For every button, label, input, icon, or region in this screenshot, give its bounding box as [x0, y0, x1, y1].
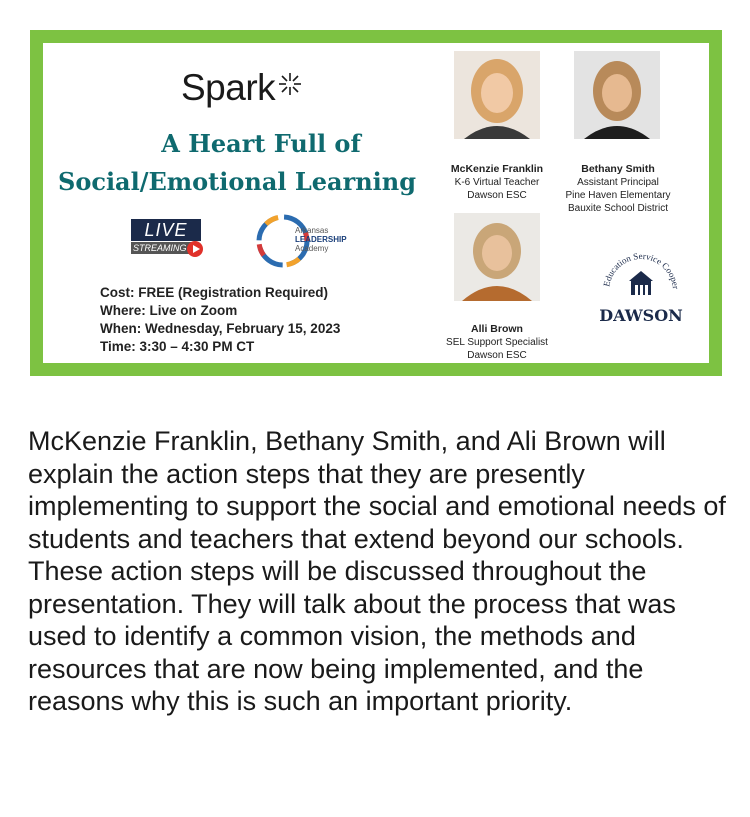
- arkansas-leadership-academy-logo: [255, 213, 365, 269]
- live-streaming-badge: [131, 219, 213, 265]
- presenter-name: Alli Brown: [471, 323, 523, 335]
- dawson-logo-graphic: [591, 243, 691, 333]
- ala-line1: Arkansas: [295, 226, 329, 235]
- presenter-org: Pine Haven Elementary: [565, 190, 671, 201]
- dawson-arc-text: Education Service Cooper: [601, 250, 681, 290]
- presenter-caption-alli: [422, 323, 572, 362]
- presenter-role: Assistant Principal: [577, 177, 659, 188]
- event-title-line2: Social/Emotional Learning: [57, 167, 417, 196]
- ala-line3: Academy: [295, 244, 329, 253]
- detail-where: Where: Live on Zoom: [100, 303, 238, 318]
- ala-line2: LEADERSHIP: [295, 235, 347, 244]
- presenter-photo-mckenzie: [454, 51, 540, 139]
- event-details: [100, 284, 340, 356]
- detail-cost: Cost: FREE (Registration Required): [100, 285, 329, 300]
- play-icon: [187, 241, 203, 257]
- event-banner: [30, 30, 722, 376]
- sparkle-icon: [277, 71, 303, 97]
- ala-logo-graphic: [255, 213, 365, 269]
- portrait-graphic: [574, 51, 660, 139]
- presenter-photo-alli: [454, 213, 540, 301]
- spark-logo: [181, 67, 275, 109]
- portrait-graphic: [454, 213, 540, 301]
- presenter-role: K-6 Virtual Teacher: [454, 177, 540, 188]
- dawson-name: DAWSON: [599, 306, 683, 325]
- streaming-label: STREAMING: [131, 242, 193, 254]
- building-icon: [629, 271, 653, 295]
- detail-time: Time: 3:30 – 4:30 PM CT: [100, 339, 255, 354]
- presenter-name: McKenzie Franklin: [450, 163, 544, 175]
- banner-content: [43, 43, 709, 363]
- presenter-org2: Bauxite School District: [567, 203, 669, 214]
- spark-wordmark: Spark: [181, 67, 276, 108]
- presenter-name: Bethany Smith: [581, 163, 655, 175]
- presenter-org: Dawson ESC: [467, 190, 527, 201]
- presenter-caption-bethany: [543, 163, 693, 215]
- presenter-role: SEL Support Specialist: [446, 337, 548, 348]
- presenter-org: Dawson ESC: [467, 350, 527, 361]
- presenter-photo-bethany: [574, 51, 660, 139]
- portrait-graphic: [454, 51, 540, 139]
- detail-when: When: Wednesday, February 15, 2023: [100, 321, 341, 336]
- dawson-cooperative-logo: [591, 243, 691, 333]
- event-title-line1: A Heart Full of: [161, 129, 361, 158]
- live-label: LIVE: [131, 219, 201, 241]
- event-description: McKenzie Franklin, Bethany Smith, and Ali Brown will explain the action steps that they are presently implementing to support the social and emotional needs of students and teachers that extend beyond our schools. These action steps will be discussed throughout the presentation. They will talk about the process that was used to identify a common vision, the methods and resources that are now being implemented, and the reasons why this is such an important priority.: [28, 426, 726, 716]
